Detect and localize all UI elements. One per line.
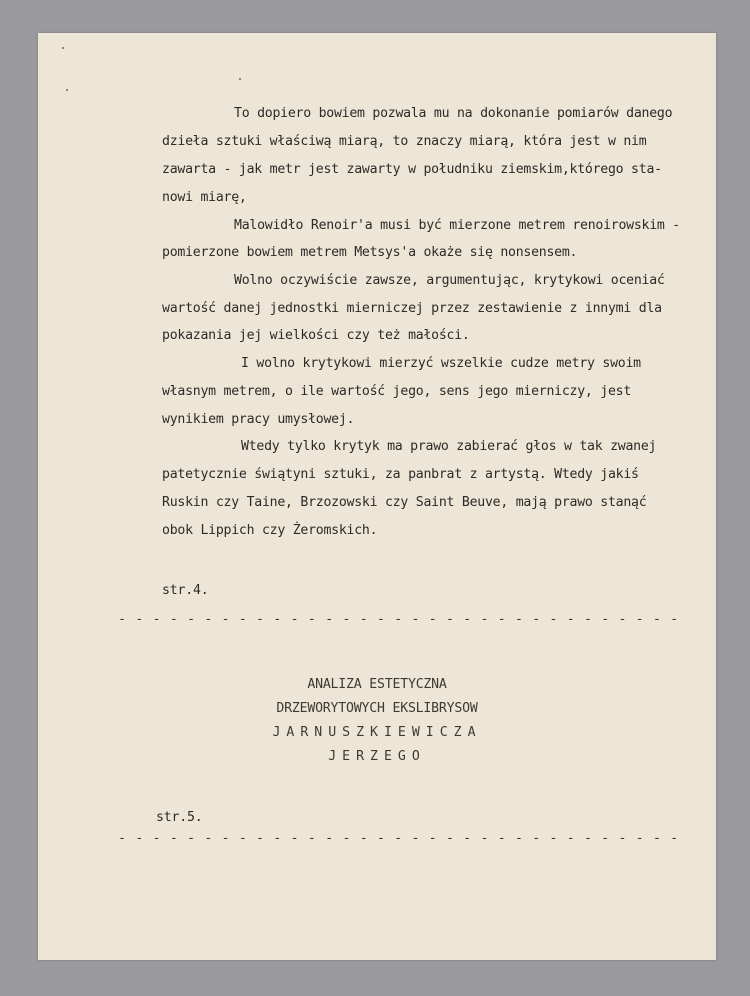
body-line-9: pokazania jej wielkości czy też małości. xyxy=(162,328,470,343)
body-line-12: wynikiem pracy umysłowej. xyxy=(162,412,355,427)
paper-speck xyxy=(239,78,241,80)
body-line-8: wartość danej jednostki mierniczej przez zestawienie z innymi dla xyxy=(162,301,662,316)
body-line-3: zawarta - jak metr jest zawarty w południku ziemskim,którego sta- xyxy=(162,162,662,177)
heading-line-4: JERZEGO xyxy=(328,749,426,764)
body-line-6: pomierzone bowiem metrem Metsys'a okaże się nonsensem. xyxy=(162,245,578,260)
body-line-15: Ruskin czy Taine, Brzozowski czy Saint Beuve, mają prawo stanąć xyxy=(162,495,647,510)
body-line-7: Wolno oczywiście zawsze, argumentując, krytykowi oceniać xyxy=(234,273,665,288)
body-line-14: patetycznie świątyni sztuki, za panbrat z artystą. Wtedy jakiś xyxy=(162,467,639,482)
heading-line-2: DRZEWORYTOWYCH EKSLIBRYSOW xyxy=(276,701,478,716)
dashed-separator: - - - - - - - - - - - - - - - - - - - - - - - - - - - - - - - - - xyxy=(118,830,679,846)
paper-speck xyxy=(66,89,68,91)
body-line-4: nowi miarę, xyxy=(162,190,247,205)
page-number-4: str.4. xyxy=(162,583,209,598)
body-line-5: Malowidło Renoir'a musi być mierzone metrem renoirowskim - xyxy=(234,218,680,233)
paper-speck xyxy=(62,47,64,49)
heading-line-3: JARNUSZKIEWICZA xyxy=(272,725,482,740)
dashed-separator: - - - - - - - - - - - - - - - - - - - - - - - - - - - - - - - - - xyxy=(118,611,679,627)
body-line-10: I wolno krytykowi mierzyć wszelkie cudze metry swoim xyxy=(241,356,641,371)
body-line-16: obok Lippich czy Żeromskich. xyxy=(162,523,378,538)
heading-line-1: ANALIZA ESTETYCZNA xyxy=(307,677,447,692)
heading-block xyxy=(38,673,716,769)
body-line-13: Wtedy tylko krytyk ma prawo zabierać głos w tak zwanej xyxy=(241,439,657,454)
body-line-11: własnym metrem, o ile wartość jego, sens jego mierniczy, jest xyxy=(162,384,632,399)
body-line-1: To dopiero bowiem pozwala mu na dokonanie pomiarów danego xyxy=(234,106,673,121)
page-number-5: str.5. xyxy=(156,810,203,825)
body-line-2: dzieła sztuki właściwą miarą, to znaczy miarą, która jest w nim xyxy=(162,134,647,149)
typewritten-page xyxy=(38,33,716,960)
